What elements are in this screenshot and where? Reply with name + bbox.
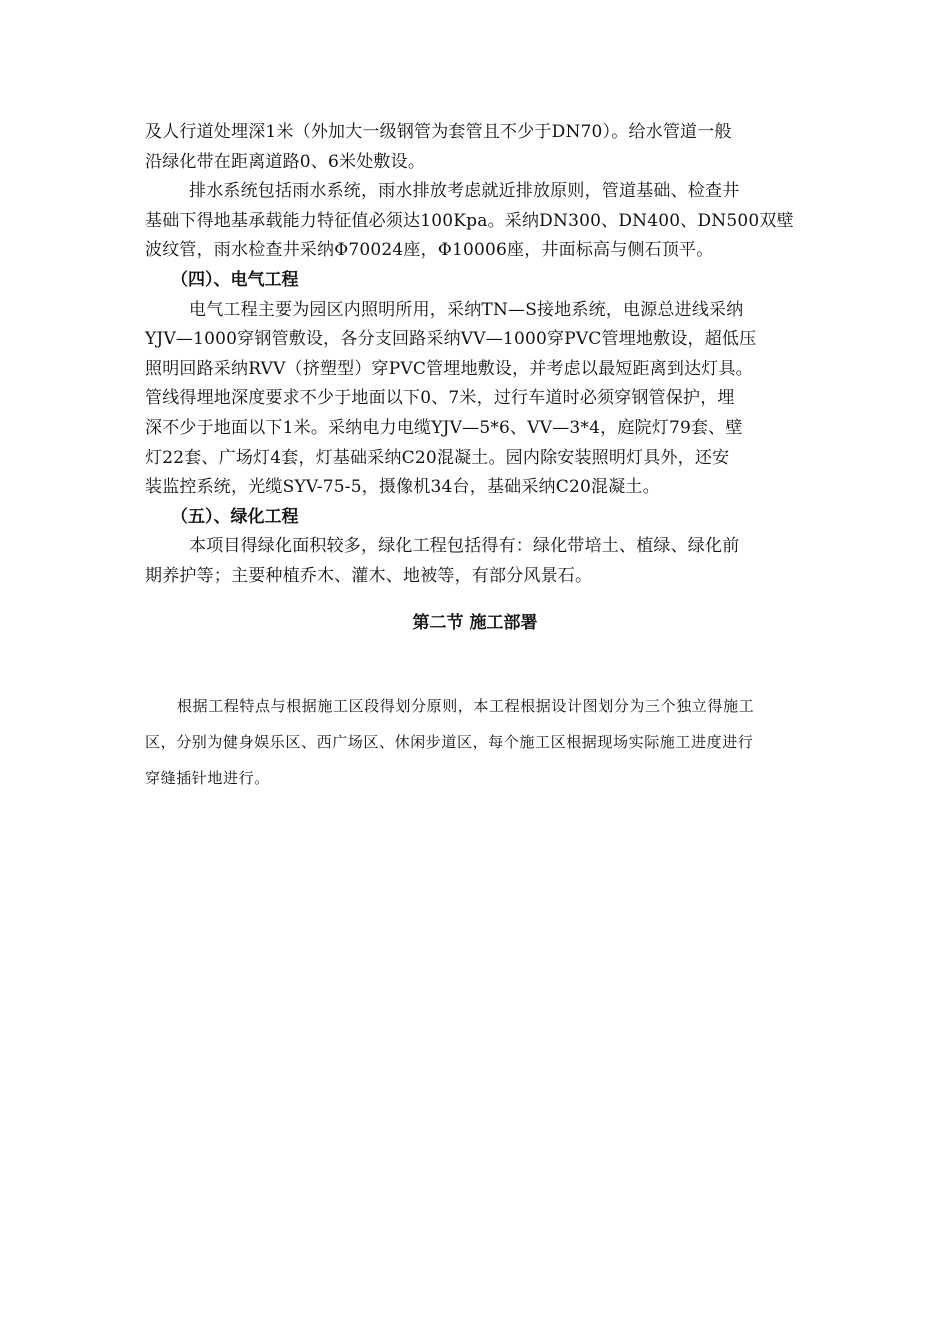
paragraph-line: 装监控系统，光缆SYV-75-5，摄像机34台，基础采纳C20混凝土。	[145, 477, 660, 498]
main-text-block	[145, 118, 807, 592]
paragraph-line: 波纹管，雨水检查井采纳Φ70024座，Φ10006座，井面标高与侧石顶平。	[145, 240, 714, 261]
paragraph-line: 期养护等；主要种植乔木、灌木、地被等，有部分风景石。	[145, 565, 593, 586]
paragraph-line: 及人行道处埋深1米（外加大一级钢管为套管且不少于DN70）。给水管道一般	[145, 122, 732, 142]
paragraph-line: 排水系统包括雨水系统，雨水排放考虑就近排放原则，管道基础、检查井	[189, 181, 740, 202]
chapter-heading-deployment: 第二节 施工部署	[412, 613, 538, 633]
section-heading-electrical: （四）、电气工程	[171, 269, 299, 290]
paragraph-line: 本项目得绿化面积较多，绿化工程包括得有：绿化带培土、植绿、绿化前	[189, 536, 740, 557]
paragraph-line: 根据工程特点与根据施工区段得划分原则，本工程根据设计图划分为三个独立得施工	[177, 697, 755, 715]
paragraph-line: 管线得埋地深度要求不少于地面以下0、7米，过行车道时必须穿钢管保护，埋	[145, 388, 735, 409]
paragraph-line: 穿缝插针地进行。	[145, 769, 270, 787]
paragraph-line: 电气工程主要为园区内照明所用，采纳TN—S接地系统，电源总进线采纳	[189, 299, 744, 320]
paragraph-line: 基础下得地基承载能力特征值必须达100Kpa。采纳DN300、DN400、DN500双壁	[145, 210, 794, 231]
paragraph-line: 区，分别为健身娱乐区、西广场区、休闲步道区，每个施工区根据现场实际施工进度进行	[145, 733, 754, 751]
paragraph-line: 照明回路采纳RVV（挤塑型）穿PVC管埋地敷设，并考虑以最短距离到达灯具。	[145, 358, 753, 379]
deployment-text-block	[145, 688, 807, 796]
paragraph-line: 沿绿化带在距离道路0、6米处敷设。	[145, 151, 426, 172]
paragraph-line: 灯22套、广场灯4套，灯基础采纳C20混凝土。园内除安装照明灯具外，还安	[145, 447, 730, 468]
section-heading-greening: （五）、绿化工程	[171, 506, 299, 527]
paragraph-line: 深不少于地面以下1米。采纳电力电缆YJV—5*6、VV—3*4，庭院灯79套、壁	[145, 417, 743, 438]
paragraph-line: YJV—1000穿钢管敷设，各分支回路采纳VV—1000穿PVC管埋地敷设，超低压	[145, 329, 757, 350]
